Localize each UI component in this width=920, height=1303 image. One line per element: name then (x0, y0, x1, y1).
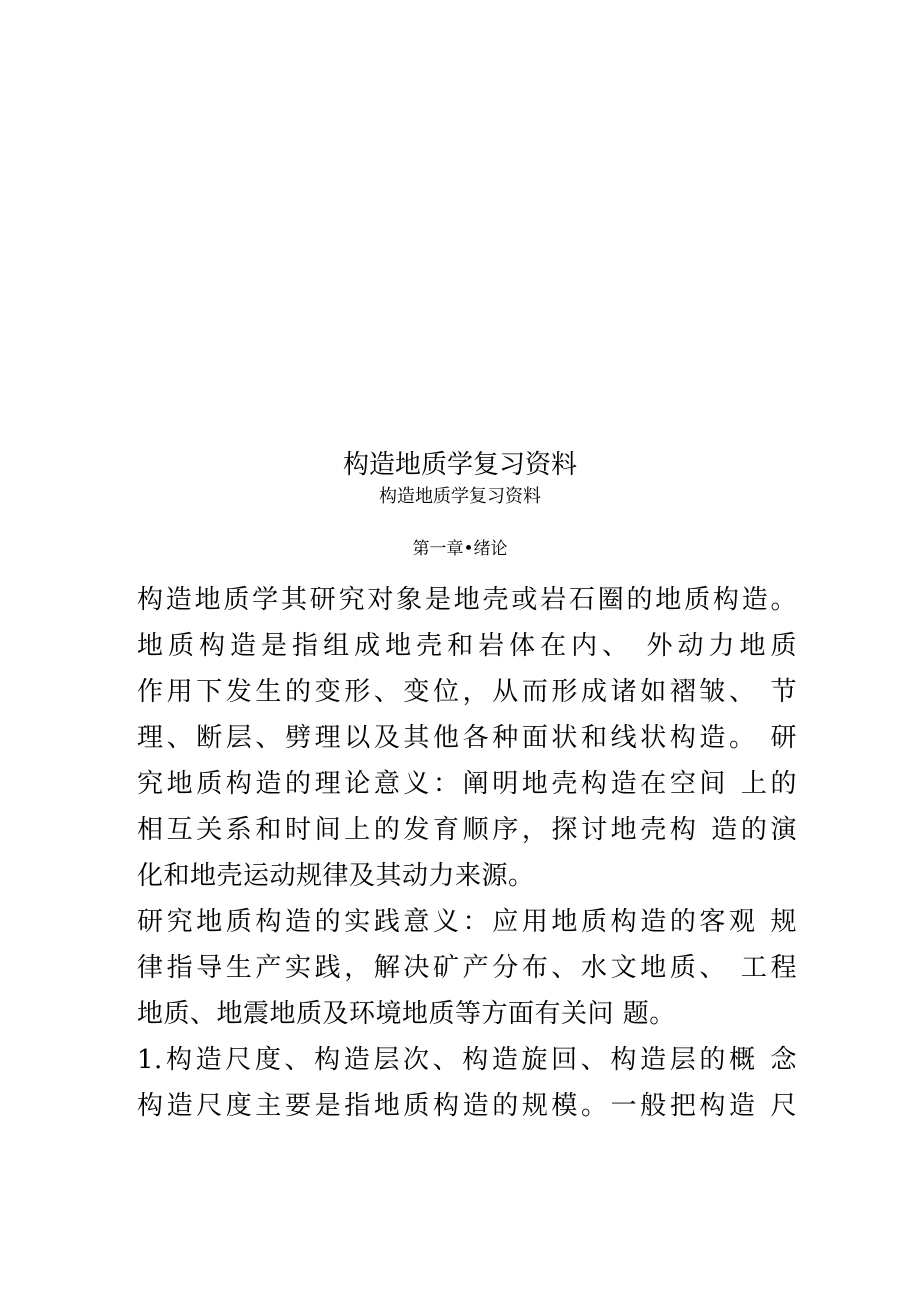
text-line: 地质、地震地质及环境地质等方面有关问 题。 (137, 999, 676, 1029)
text-line: 构造地质学其研究对象是地壳或岩石圈的地质构造。 (137, 585, 797, 615)
text-line: 研究地质构造的实践意义：应用地质构造的客观 规 (137, 907, 797, 937)
text-line: 究地质构造的理论意义：阐明地壳构造在空间 上的 (137, 769, 797, 799)
text-line: 理、断层、劈理以及其他各种面状和线状构造。 研 (137, 723, 797, 753)
text-line: 1.构造尺度、构造层次、构造旋回、构造层的概 念 (137, 1045, 797, 1075)
text-line: 相互关系和时间上的发育顺序，探讨地壳构 造的演 (137, 815, 797, 845)
document-subtitle: 构造地质学复习资料 (379, 486, 541, 507)
text-line: 构造尺度主要是指地质构造的规模。一般把构造 尺 (137, 1091, 797, 1121)
body-text (137, 577, 797, 1129)
chapter-heading: 第一章•绪论 (412, 539, 508, 559)
text-line: 化和地壳运动规律及其动力来源。 (137, 861, 535, 891)
text-line: 律指导生产实践，解决矿产分布、水文地质、 工程 (137, 953, 797, 983)
text-line: 地质构造是指组成地壳和岩体在内、 外动力地质 (137, 631, 797, 661)
document-title: 构造地质学复习资料 (342, 450, 577, 480)
text-line: 作用下发生的变形、变位，从而形成诸如褶皱、 节 (137, 677, 797, 707)
